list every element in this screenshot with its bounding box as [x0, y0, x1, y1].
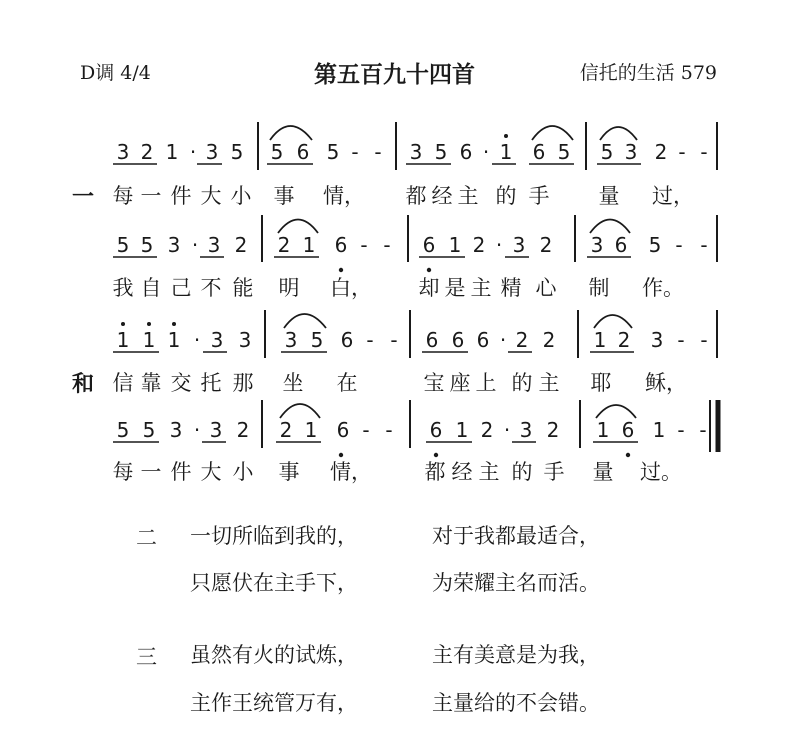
lyric-char: 自	[140, 276, 162, 300]
octave-dot-low	[339, 453, 343, 457]
octave-dot-low	[626, 453, 630, 457]
lyric-char: 主	[538, 371, 560, 395]
verse-number-2: 二	[136, 526, 157, 550]
note: 3	[169, 418, 183, 442]
hymn-title: 第五百九十四首	[314, 62, 475, 88]
note-dot: ·	[193, 328, 201, 352]
note: 5	[326, 140, 340, 164]
note-dash: -	[700, 140, 708, 164]
verse-3-line-1-b: 主有美意是为我，	[432, 643, 600, 667]
note: 6	[459, 140, 473, 164]
note: 1	[140, 328, 158, 352]
verse-label-chorus: 和	[72, 372, 95, 397]
note: 5	[116, 233, 130, 257]
note: 1	[114, 328, 132, 352]
verse-2-line-1-a: 一切所临到我的，	[190, 524, 358, 548]
note-dash: -	[700, 328, 708, 352]
note: 6	[532, 140, 546, 164]
note: 2	[236, 418, 250, 442]
note-dash: -	[362, 418, 370, 442]
verse-3-line-2-b: 主量给的不会错。	[432, 691, 600, 715]
lyric-char: 的	[511, 371, 533, 395]
slur	[270, 126, 312, 140]
lyric-char: 每	[112, 460, 134, 484]
lyric-char: 我	[112, 276, 134, 300]
note: 3	[650, 328, 664, 352]
lyric-char: 信	[112, 371, 134, 395]
note: 2	[277, 233, 291, 257]
note: 1	[593, 328, 607, 352]
note: 2	[617, 328, 631, 352]
note: 3	[284, 328, 298, 352]
note-dot: ·	[191, 233, 199, 257]
note: 2	[140, 140, 154, 164]
lyric-char: 件	[170, 184, 192, 208]
lyric-char: 托	[200, 371, 222, 395]
octave-dot-low	[434, 453, 438, 457]
lyric-char: 制	[588, 276, 610, 300]
note: 3	[624, 140, 638, 164]
lyric-char: 不	[200, 276, 222, 300]
note: 3	[209, 418, 223, 442]
lyric-char: 是	[444, 276, 466, 300]
lyric-char: 却	[418, 276, 440, 300]
lyric-char: 大	[200, 460, 222, 484]
lyric-char: 己	[170, 276, 192, 300]
lyric-char: 过，	[652, 184, 694, 208]
note: 1	[304, 418, 318, 442]
lyric-char: 坐	[282, 371, 304, 395]
note: 6	[476, 328, 490, 352]
lyric-char: 宝	[423, 371, 445, 395]
lyric-char: 的	[511, 460, 533, 484]
note: 1	[497, 140, 515, 164]
lyric-char: 一	[140, 460, 162, 484]
note: 1	[652, 418, 666, 442]
lyric-char: 都	[424, 460, 446, 484]
verse-label-1: 一	[72, 185, 95, 210]
verse-3-line-2-a: 主作王统管万有，	[190, 691, 358, 715]
note: 2	[234, 233, 248, 257]
lyric-char: 主	[470, 276, 492, 300]
note: 6	[340, 328, 354, 352]
slur	[596, 405, 636, 418]
lyric-char: 事	[278, 460, 300, 484]
note: 6	[425, 328, 439, 352]
note: 5	[434, 140, 448, 164]
slur	[594, 315, 632, 328]
lyric-char: 白，	[330, 276, 372, 300]
note: 2	[480, 418, 494, 442]
lyric-char: 耶	[590, 371, 612, 395]
note: 3	[167, 233, 181, 257]
lyric-char: 能	[232, 276, 254, 300]
note: 6	[451, 328, 465, 352]
note: 3	[205, 140, 219, 164]
note: 3	[207, 233, 221, 257]
note: 5	[600, 140, 614, 164]
note-dot: ·	[495, 233, 503, 257]
octave-dot-low	[339, 268, 343, 272]
lyric-char: 事	[273, 184, 295, 208]
note-dash: -	[678, 140, 686, 164]
slur	[590, 220, 630, 234]
note: 1	[302, 233, 316, 257]
note: 2	[546, 418, 560, 442]
lyric-char: 件	[170, 460, 192, 484]
note: 6	[336, 418, 350, 442]
slur	[600, 127, 637, 140]
lyric-char: 量	[592, 460, 614, 484]
slur	[284, 314, 326, 328]
verse-2-line-2-a: 只愿伏在主手下，	[190, 571, 358, 595]
slur	[278, 220, 318, 234]
note: 6	[422, 233, 436, 257]
note-dash: -	[374, 140, 382, 164]
lyric-char: 都	[405, 184, 427, 208]
note-dash: -	[677, 328, 685, 352]
verse-2-line-2-b: 为荣耀主名而活。	[432, 571, 600, 595]
note: 2	[472, 233, 486, 257]
lyric-char: 主	[478, 460, 500, 484]
lyric-char: 作。	[642, 276, 684, 300]
lyric-char: 小	[230, 184, 252, 208]
note: 5	[116, 418, 130, 442]
lyric-char: 手	[543, 460, 565, 484]
lyric-char: 情，	[323, 184, 365, 208]
note-dash: -	[366, 328, 374, 352]
lyric-char: 精	[500, 276, 522, 300]
lyric-char: 经	[451, 460, 473, 484]
lyric-char: 明	[278, 276, 300, 300]
lyric-char: 那	[232, 371, 254, 395]
note: 5	[310, 328, 324, 352]
note: 3	[512, 233, 526, 257]
note: 3	[409, 140, 423, 164]
verse-3-line-1-a: 虽然有火的试炼，	[190, 643, 358, 667]
lyric-char: 交	[170, 371, 192, 395]
note: 5	[230, 140, 244, 164]
hymn-subtitle: 信托的生活 579	[579, 62, 717, 84]
note-dash: -	[390, 328, 398, 352]
note: 6	[614, 233, 628, 257]
note-dash: -	[351, 140, 359, 164]
slur	[532, 126, 573, 140]
note-dot: ·	[482, 140, 490, 164]
note: 2	[654, 140, 668, 164]
lyric-char: 小	[232, 460, 254, 484]
note: 3	[590, 233, 604, 257]
note: 6	[296, 140, 310, 164]
lyric-char: 的	[495, 184, 517, 208]
note: 3	[210, 328, 224, 352]
slur	[280, 404, 320, 418]
note: 1	[448, 233, 462, 257]
note-dash: -	[699, 418, 707, 442]
note: 2	[542, 328, 556, 352]
note: 1	[596, 418, 610, 442]
note: 5	[557, 140, 571, 164]
lyric-char: 过。	[640, 460, 682, 484]
note-dot: ·	[189, 140, 197, 164]
verse-2-line-1-b: 对于我都最适合，	[432, 524, 600, 548]
lyric-char: 情，	[330, 460, 372, 484]
note-dot: ·	[193, 418, 201, 442]
lyric-char: 经	[431, 184, 453, 208]
note: 2	[515, 328, 529, 352]
note-dot: ·	[499, 328, 507, 352]
note: 6	[621, 418, 635, 442]
note: 2	[279, 418, 293, 442]
lyric-char: 在	[336, 371, 358, 395]
lyric-char: 大	[200, 184, 222, 208]
lyric-char: 稣，	[645, 371, 687, 395]
lyric-char: 量	[598, 184, 620, 208]
header-key: D调 4/4	[80, 62, 151, 84]
lyric-char: 心	[535, 276, 557, 300]
note-dash: -	[700, 233, 708, 257]
note-dash: -	[383, 233, 391, 257]
lyric-char: 靠	[140, 371, 162, 395]
lyric-char: 主	[457, 184, 479, 208]
note: 2	[539, 233, 553, 257]
note: 3	[519, 418, 533, 442]
note: 5	[140, 233, 154, 257]
note: 1	[455, 418, 469, 442]
lyric-char: 手	[528, 184, 550, 208]
note-dash: -	[675, 233, 683, 257]
octave-dot-low	[427, 268, 431, 272]
note: 1	[165, 328, 183, 352]
note: 6	[334, 233, 348, 257]
lyric-char: 座	[449, 371, 471, 395]
lyric-char: 上	[475, 371, 497, 395]
note-dash: -	[360, 233, 368, 257]
lyric-char: 每	[112, 184, 134, 208]
note: 1	[165, 140, 179, 164]
note: 3	[116, 140, 130, 164]
lyric-char: 一	[140, 184, 162, 208]
note-dash: -	[677, 418, 685, 442]
note: 3	[238, 328, 252, 352]
note: 6	[429, 418, 443, 442]
note-dot: ·	[503, 418, 511, 442]
note: 5	[648, 233, 662, 257]
note-dash: -	[385, 418, 393, 442]
verse-number-3: 三	[136, 645, 157, 669]
note: 5	[142, 418, 156, 442]
note: 5	[270, 140, 284, 164]
